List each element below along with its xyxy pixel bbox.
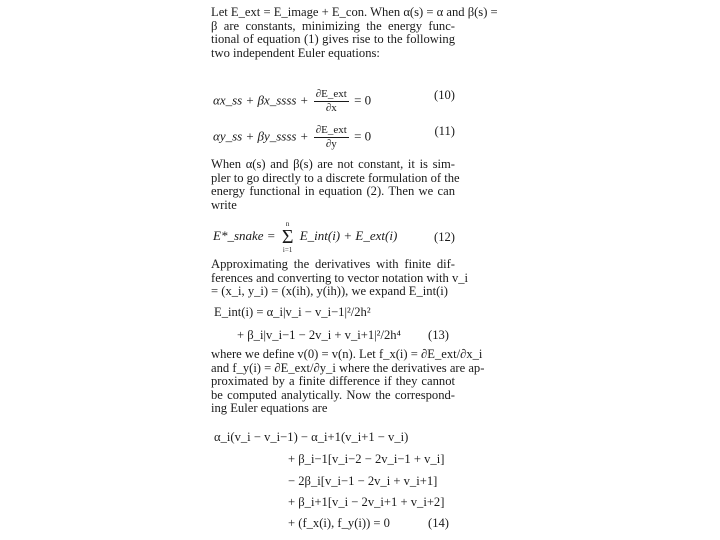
- summation-sign: Σ: [281, 226, 294, 248]
- equation-rhs: = 0: [354, 92, 372, 108]
- equation-line: E_int(i) = α_i|v_i − v_i−1|²/2h²: [214, 305, 371, 319]
- paragraph-discrete: [211, 157, 460, 212]
- equation-line: α_i(v_i − v_i−1) − α_i+1(v_i+1 − v_i): [214, 430, 409, 444]
- equation-11: [213, 118, 455, 148]
- equation-line: + β_i−1[v_i−2 − 2v_i−1 + v_i]: [288, 452, 445, 466]
- equation-lhs: αx_ss + βx_ssss +: [213, 92, 312, 108]
- equation-line: + β_i+1[v_i − 2v_i+1 + v_i+2]: [288, 495, 445, 509]
- text-line: = (x_i, y_i) = (x(ih), y(ih)), we expand E_int(i): [211, 284, 448, 299]
- equation-lhs: E*_snake =: [213, 227, 279, 243]
- text-line: energy functional in equation (2). Then we can: [211, 184, 455, 199]
- equation-body: [213, 88, 371, 115]
- equation-number: (13): [428, 328, 449, 342]
- equation-number: (14): [428, 516, 449, 530]
- paragraph-intro: [211, 5, 498, 60]
- text-line: where we define v(0) = v(n). Let f_x(i) = ∂E_ext/∂x_i: [211, 347, 483, 361]
- equation-body: [213, 124, 371, 151]
- summation: [282, 220, 294, 254]
- partial-fraction: [314, 88, 349, 115]
- text-line: ing Euler equations are: [211, 401, 328, 416]
- text-line: Let E_ext = E_image + E_con. When α(s) = α and β(s) =: [211, 5, 498, 19]
- paragraph-euler: [211, 347, 485, 416]
- text-line: ferences and converting to vector notation with v_i: [211, 270, 469, 285]
- equation-lhs: αy_ss + βy_ssss +: [213, 128, 312, 144]
- text-line: tional of equation (1) gives rise to the following: [211, 32, 455, 47]
- equation-rhs: E_int(i) + E_ext(i): [299, 227, 398, 243]
- equation-line: + (f_x(i), f_y(i)) = 0: [288, 516, 390, 530]
- equation-number: (12): [434, 230, 455, 244]
- equation-number: (10): [434, 88, 455, 102]
- summation-lower: i=1: [282, 246, 293, 254]
- equation-body: [213, 220, 397, 254]
- equation-rhs: = 0: [354, 128, 372, 144]
- partial-fraction: [314, 124, 349, 151]
- text-line: proximated by a finite difference if they cannot: [211, 374, 455, 389]
- text-line: pler to go directly to a discrete formulation of the: [211, 170, 460, 185]
- fraction-denominator: ∂y: [325, 138, 337, 150]
- fraction-numerator: ∂E_ext: [315, 88, 347, 100]
- text-line: be computed analytically. Now the correspond-: [211, 387, 455, 402]
- equation-line: − 2β_i[v_i−1 − 2v_i + v_i+1]: [288, 474, 438, 488]
- fraction-denominator: ∂x: [325, 102, 337, 114]
- text-line: β are constants, minimizing the energy func-: [211, 18, 455, 33]
- text-line: write: [211, 197, 237, 212]
- paragraph-approx: [211, 257, 469, 299]
- text-line: Approximating the derivatives with finite dif-: [211, 257, 455, 271]
- text-line: and f_y(i) = ∂E_ext/∂y_i where the derivatives are ap-: [211, 360, 485, 375]
- summation-upper: n: [285, 220, 290, 228]
- equation-12: [213, 218, 455, 254]
- equation-10: [213, 82, 455, 112]
- equation-number: (11): [434, 124, 455, 138]
- equation-line: + β_i|v_i−1 − 2v_i + v_i+1|²/2h⁴: [237, 328, 401, 342]
- text-line: When α(s) and β(s) are not constant, it is sim-: [211, 157, 455, 171]
- text-line: two independent Euler equations:: [211, 45, 380, 60]
- fraction-numerator: ∂E_ext: [315, 124, 347, 136]
